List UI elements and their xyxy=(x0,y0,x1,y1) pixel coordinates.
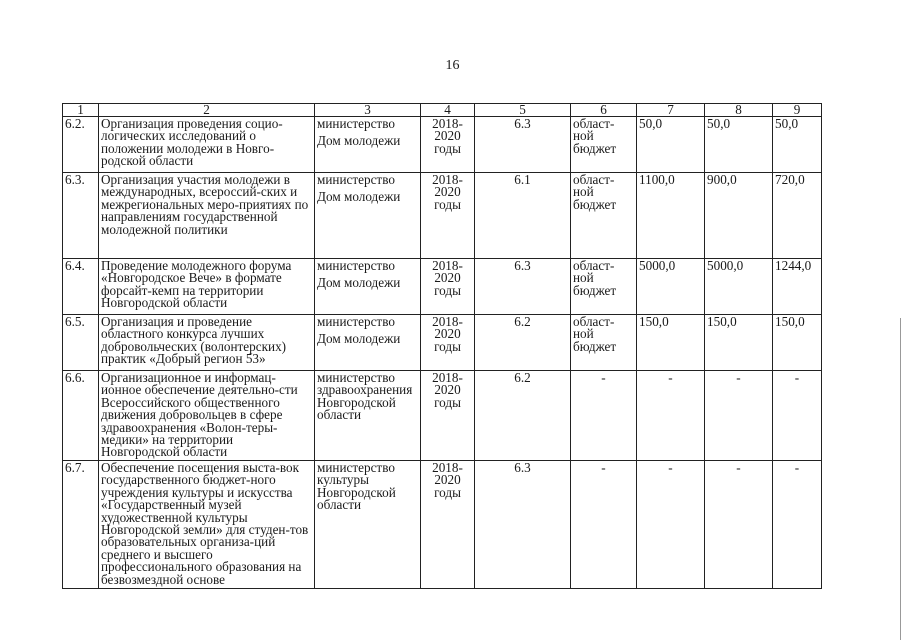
amount-2019: - xyxy=(705,461,773,589)
executor-ministry-health: министерство здравоохранения Новгородской области xyxy=(317,370,413,423)
amount-2018: 5000,0 xyxy=(637,259,705,315)
executor-youth-house: Дом молодежи xyxy=(317,275,401,291)
column-number-4: 4 xyxy=(421,104,475,117)
table-row xyxy=(63,117,822,173)
table-row xyxy=(63,315,822,371)
amount-2018: - xyxy=(637,371,705,461)
table-row xyxy=(63,371,822,461)
column-number-row xyxy=(63,104,822,117)
amount-2018: - xyxy=(637,461,705,589)
row-number: 6.5. xyxy=(63,315,99,371)
executor-youth-house: Дом молодежи xyxy=(317,133,401,149)
row-number: 6.2. xyxy=(63,117,99,173)
amount-2019: 150,0 xyxy=(705,315,773,371)
table-row xyxy=(63,173,822,259)
executor-ministry: министерство xyxy=(317,172,395,187)
amount-2019: 50,0 xyxy=(705,117,773,173)
executor-ministry-culture: министерство культуры Новгородской области xyxy=(317,460,396,513)
column-number-9: 9 xyxy=(773,104,822,117)
amount-2018: 50,0 xyxy=(637,117,705,173)
column-number-1: 1 xyxy=(63,104,99,117)
period: 2018-2020 годы xyxy=(421,259,475,315)
amount-2019: 900,0 xyxy=(705,173,773,259)
table-row xyxy=(63,461,822,589)
row-number: 6.3. xyxy=(63,173,99,259)
row-number: 6.6. xyxy=(63,371,99,461)
period: 2018-2020 годы xyxy=(421,315,475,371)
column-number-2: 2 xyxy=(99,104,315,117)
amount-2019: 5000,0 xyxy=(705,259,773,315)
funding-source: област-ной бюджет xyxy=(571,173,637,259)
amount-2020: - xyxy=(773,371,822,461)
executor-ministry: министерство xyxy=(317,258,395,273)
executor-cell xyxy=(315,259,421,315)
page-number: 16 xyxy=(445,58,460,73)
period: 2018-2020 годы xyxy=(421,173,475,259)
amount-2020: 50,0 xyxy=(773,117,822,173)
executor-cell xyxy=(315,315,421,371)
column-number-3: 3 xyxy=(315,104,421,117)
period: 2018-2020 годы xyxy=(421,371,475,461)
amount-2020: 720,0 xyxy=(773,173,822,259)
table-row xyxy=(63,259,822,315)
activity-name: Организационное и информац-ионное обеспечение деятельно-сти Всероссийского общественного движения добровольцев в сфере здравоохранения «Волон-теры-медики» на территории Новгородской области xyxy=(99,371,315,461)
activity-name: Обеспечение посещения выста-вок государственного бюджет-ного учреждения культуры и искусства «Государственный музей художественной культуры Новгородской земли» для студен-тов образовательных организа-ций среднего и высшего профессионального образования на безвозмездной основе xyxy=(99,461,315,589)
column-number-7: 7 xyxy=(637,104,705,117)
column-number-8: 8 xyxy=(705,104,773,117)
column-number-6: 6 xyxy=(571,104,637,117)
executor-youth-house: Дом молодежи xyxy=(317,331,401,347)
executor-ministry: министерство xyxy=(317,116,395,131)
executor-youth-house: Дом молодежи xyxy=(317,189,401,205)
funding-source: област-ной бюджет xyxy=(571,117,637,173)
funding-source: област-ной бюджет xyxy=(571,259,637,315)
scan-edge-line xyxy=(900,318,901,640)
period: 2018-2020 годы xyxy=(421,461,475,589)
amount-2019: - xyxy=(705,371,773,461)
target-indicator: 6.3 xyxy=(475,117,571,173)
row-number: 6.4. xyxy=(63,259,99,315)
amount-2020: - xyxy=(773,461,822,589)
executor-cell xyxy=(315,371,421,461)
activity-name: Организация участия молодежи в международных, всероссий-ских и межрегиональных меро-приятиях по направлениям государственной молодежной политики xyxy=(99,173,315,259)
executor-cell xyxy=(315,117,421,173)
amount-2018: 1100,0 xyxy=(637,173,705,259)
amount-2018: 150,0 xyxy=(637,315,705,371)
row-number: 6.7. xyxy=(63,461,99,589)
period: 2018-2020 годы xyxy=(421,117,475,173)
amount-2020: 1244,0 xyxy=(773,259,822,315)
executor-cell xyxy=(315,461,421,589)
amount-2020: 150,0 xyxy=(773,315,822,371)
column-number-5: 5 xyxy=(475,104,571,117)
funding-source: - xyxy=(571,461,637,589)
executor-cell xyxy=(315,173,421,259)
activities-table xyxy=(62,103,822,589)
target-indicator: 6.3 xyxy=(475,461,571,589)
target-indicator: 6.2 xyxy=(475,371,571,461)
target-indicator: 6.3 xyxy=(475,259,571,315)
activity-name: Организация проведения социо-логических исследований о положении молодежи в Новго-родской области xyxy=(99,117,315,173)
activity-name: Проведение молодежного форума «Новгородское Вече» в формате форсайт-кемп на территории Новгородской области xyxy=(99,259,315,315)
funding-source: - xyxy=(571,371,637,461)
activity-name: Организация и проведение областного конкурса лучших добровольческих (волонтерских) практик «Добрый регион 53» xyxy=(99,315,315,371)
target-indicator: 6.2 xyxy=(475,315,571,371)
executor-ministry: министерство xyxy=(317,314,395,329)
funding-source: област-ной бюджет xyxy=(571,315,637,371)
target-indicator: 6.1 xyxy=(475,173,571,259)
